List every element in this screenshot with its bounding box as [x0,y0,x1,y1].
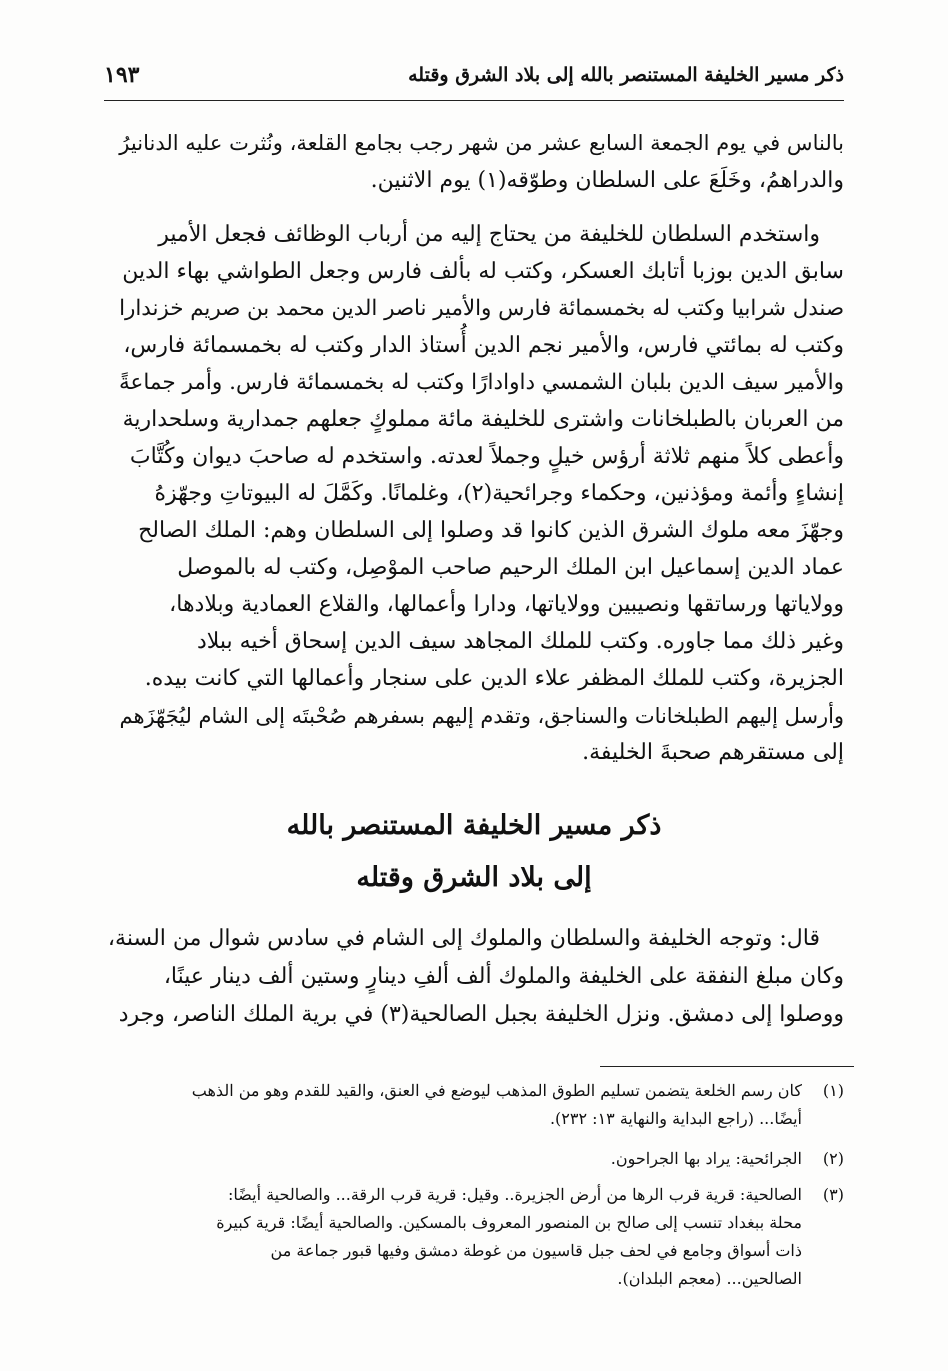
section-heading-line: ذكر مسير الخليفة المستنصر بالله [286,810,662,841]
footnote-line: كان رسم الخلعة يتضمن تسليم الطوق المذهب ليوضع في العنق، والقيد للقدم وهو من الذهب [191,1081,802,1100]
footnote-line: الصالحية: قرية قرب الرها من أرض الجزيرة.. وقيل: قرية قرب الرقة... والصالحية أيضًا: [227,1185,802,1204]
text-line: والأمير سيف الدين بلبان الشمسي داوادارًا وكتب له بخمسمائة فارس. وأمر جماعةً [119,370,844,395]
footnote-line: الصالحين... (معجم البلدان). [617,1269,802,1288]
text-line: وكان مبلغ النفقة على الخليفة والملوك ألف ألفِ دينارٍ وستين ألف دينار عينًا، [163,964,844,989]
text-line: ووصلوا إلى دمشق. ونزل الخليفة بجبل الصالحية(٣) في برية الملك الناصر، وجرد [118,1002,844,1027]
text-line: وأرسل إليهم الطبلخانات والسناجق، وتقدم إليهم بسفرهم صُحْبتَه إلى الشام ليُجَهّزَهم [119,704,844,728]
text-line: بالناس في يوم الجمعة السابع عشر من شهر رجب بجامع القلعة، ونُثرت عليه الدنانيرُ [119,130,844,155]
section-heading [104,806,844,902]
running-header [104,60,844,101]
paragraph-continuation [104,126,844,206]
text-line: إنشاءٍ وأئمة ومؤذنين، وحكماء وجرائحية(٢)، وغلمانًا. وكَمَّلَ له البيوتاتِ وجهّزهُ [154,481,844,506]
footnote-marker: (٢) [822,1149,844,1168]
section-heading-line: إلى بلاد الشرق وقتله [356,862,592,893]
text-line: وأعطى كلاً منهم ثلاثة أرؤس خيلٍ وجملاً لعدته. واستخدم له صاحبَ ديوان وكُتَّابَ [129,444,844,469]
text-line: قال: وتوجه الخليفة والسلطان والملوك إلى الشام في سادس شوال من السنة، [107,926,820,951]
footnote-divider [600,1066,854,1067]
page-number: ١٩٣ [104,62,140,88]
text-line: وولاياتها ورساتقها ونصيبين وولاياتها، ودارا وأعمالها، والقلاع العمادية وبلادها، [169,592,844,617]
running-title: ذكر مسير الخليفة المستنصر بالله إلى بلاد الشرق وقتله [408,64,844,86]
footnote-line: أيضًا... (راجع البداية والنهاية ١٣: ٢٣٢). [549,1109,802,1128]
text-line: سابق الدين بوزبا أتابك العسكر، وكتب له بألف فارس وجعل الطواشي بهاء الدين [122,259,844,284]
footnote-line: ذات أسواق وجامع في لحف جبل قاسيون من غوطة دمشق وفيها قبور جماعة من [270,1241,802,1260]
footnote-1 [104,1078,844,1132]
footnote-line: محلة ببغداد تنسب إلى صالح بن المنصور المعروف بالمسكين. والصالحية أيضًا: قرية كبيرة [216,1213,802,1232]
text-line: الجزيرة، وكتب للملك المظفر علاء الدين على سنجار وأعمالها التي كانت بيده. [144,666,844,691]
footnote-3 [104,1182,844,1300]
text-line: إلى مستقرهم صحبةَ الخليفة. [582,740,844,765]
paragraph-journey [104,922,844,1040]
text-line: وكتب له بمائتي فارس، والأمير نجم الدين أُستاذ الدار وكتب له بخمسمائة فارس، [123,333,844,358]
text-line: وغير ذلك مما جاوره. وكتب للملك المجاهد سيف الدين إسحاق أخيه ببلاد [196,629,844,654]
paragraph-appointments [104,218,844,778]
text-line: صندل شرابيا وكتب له بخمسمائة فارس والأمير ناصر الدين محمد بن صريم خزندارا [119,296,844,321]
text-line: وجهّزَ معه ملوك الشرق الذين كانوا قد وصلوا إلى السلطان وهم: الملك الصالح [138,518,844,543]
footnote-2 [104,1146,844,1174]
text-line: من العربان بالطبلخانات واشترى للخليفة مائة مملوكٍ جعلهم جمدارية وسلحدارية [122,407,844,432]
text-line: عماد الدين إسماعيل ابن الملك الرحيم صاحب الموْصِل، وكتب له بالموصل [177,555,844,580]
footnote-marker: (٣) [822,1185,844,1204]
footnote-line: الجرائحية: يراد بها الجراحون. [610,1149,802,1168]
footnote-marker: (١) [822,1081,844,1100]
text-line: واستخدم السلطان للخليفة من يحتاج إليه من أرباب الوظائف فجعل الأمير [158,222,820,247]
text-line: والدراهمُ، وخَلَعَ على السلطان وطوّقه(١) يوم الاثنين. [370,168,844,193]
